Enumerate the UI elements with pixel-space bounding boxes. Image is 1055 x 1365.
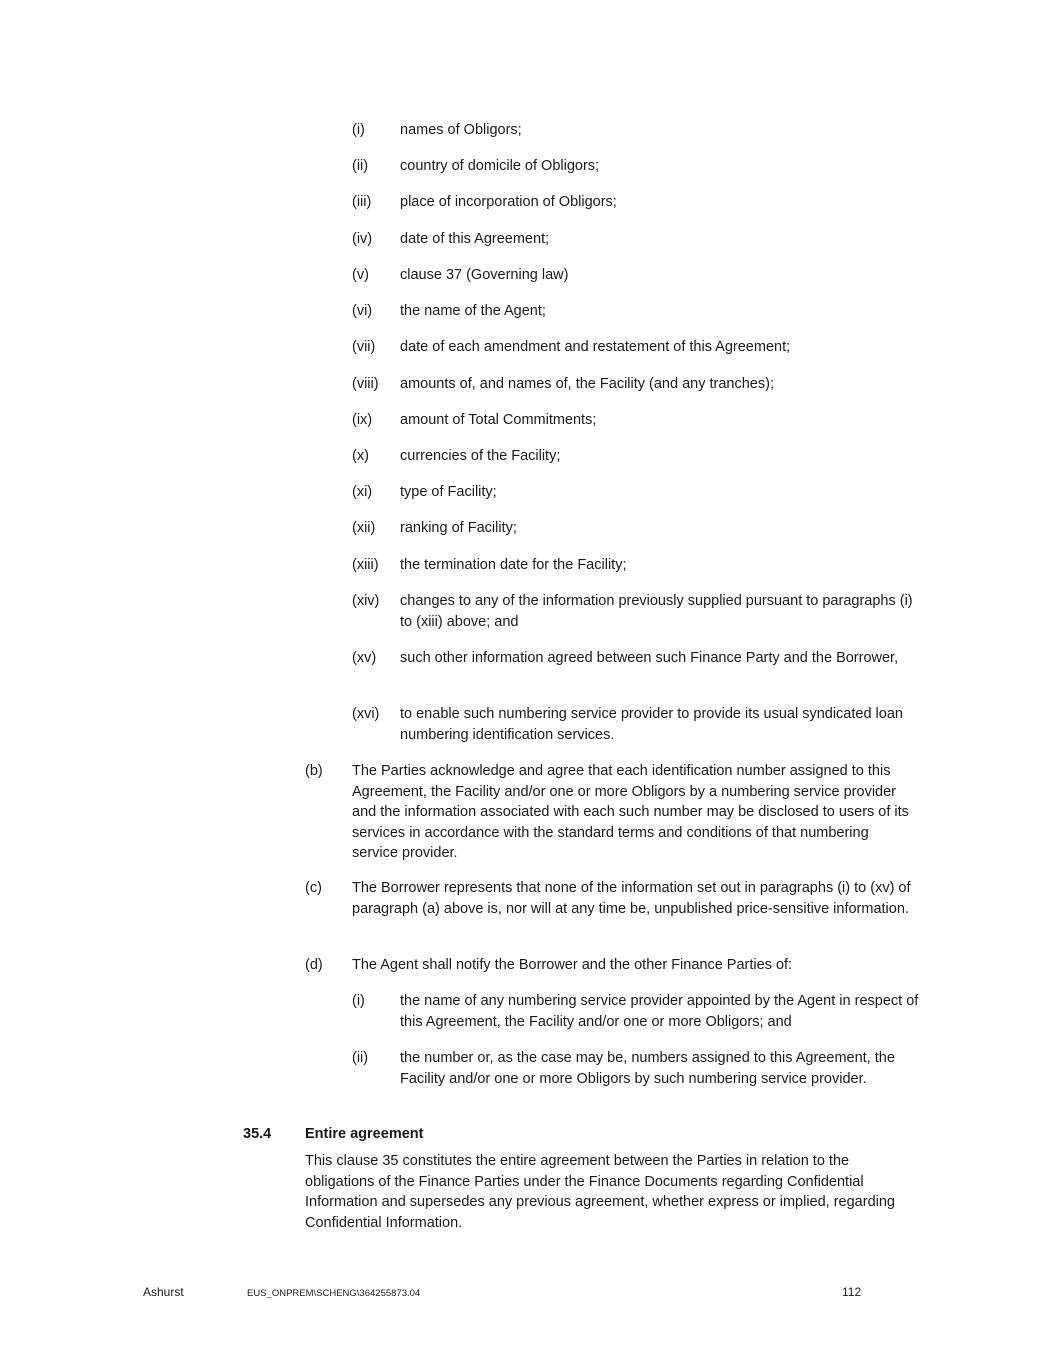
item-number: (ix) bbox=[352, 412, 373, 428]
item-number: (xiv) bbox=[352, 593, 380, 609]
item-text: ranking of Facility; bbox=[400, 520, 517, 536]
section-title: Entire agreement bbox=[305, 1126, 424, 1142]
item-text: the number or, as the case may be, numbers assigned to this Agreement, the Facility and/or one or more Obligors by such numbering service provider. bbox=[400, 1050, 895, 1087]
item-text: place of incorporation of Obligors; bbox=[400, 194, 617, 210]
item-number: (ii) bbox=[352, 158, 369, 174]
item-number: (xvi) bbox=[352, 706, 380, 722]
item-text: the name of any numbering service provider appointed by the Agent in respect of this Agreement, the Facility and/or one or more Obligors; and bbox=[400, 993, 919, 1030]
item-number: (i) bbox=[352, 122, 365, 138]
item-text: changes to any of the information previously supplied pursuant to paragraphs (i) to (xiii) above; and bbox=[400, 593, 913, 630]
section-number: 35.4 bbox=[243, 1126, 272, 1142]
item-text: amount of Total Commitments; bbox=[400, 412, 597, 428]
item-text: the termination date for the Facility; bbox=[400, 557, 627, 573]
item-text: to enable such numbering service provider to provide its usual syndicated loan numbering identification services. bbox=[400, 706, 903, 743]
item-text: currencies of the Facility; bbox=[400, 448, 561, 464]
item-number: (xiii) bbox=[352, 557, 379, 573]
item-number: (iii) bbox=[352, 194, 372, 210]
item-number: (ii) bbox=[352, 1050, 369, 1066]
paragraph-number: (d) bbox=[305, 957, 323, 973]
item-text: amounts of, and names of, the Facility (and any tranches); bbox=[400, 376, 774, 392]
item-number: (viii) bbox=[352, 376, 379, 392]
item-text: names of Obligors; bbox=[400, 122, 522, 138]
item-number: (x) bbox=[352, 448, 369, 464]
footer-firm: Ashurst bbox=[143, 1285, 184, 1299]
item-text: clause 37 (Governing law) bbox=[400, 267, 569, 283]
item-number: (xv) bbox=[352, 650, 377, 666]
item-number: (xi) bbox=[352, 484, 373, 500]
item-text: country of domicile of Obligors; bbox=[400, 158, 600, 174]
item-text: date of this Agreement; bbox=[400, 231, 550, 247]
paragraph-text: The Agent shall notify the Borrower and the other Finance Parties of: bbox=[352, 957, 793, 973]
item-number: (vii) bbox=[352, 339, 376, 355]
item-text: such other information agreed between such Finance Party and the Borrower, bbox=[400, 650, 899, 666]
page-number: 112 bbox=[842, 1285, 862, 1299]
item-text: the name of the Agent; bbox=[400, 303, 546, 319]
section-body: This clause 35 constitutes the entire agreement between the Parties in relation to the obligations of the Finance Parties under the Finance Documents regarding Confidential Information and supersedes any previous agreement, whether express or implied, regarding Confidential Information. bbox=[305, 1153, 895, 1231]
paragraph-number: (b) bbox=[305, 763, 323, 779]
item-number: (xii) bbox=[352, 520, 376, 536]
item-number: (iv) bbox=[352, 231, 373, 247]
paragraph-number: (c) bbox=[305, 880, 322, 896]
item-number: (v) bbox=[352, 267, 369, 283]
item-number: (vi) bbox=[352, 303, 373, 319]
item-text: type of Facility; bbox=[400, 484, 497, 500]
item-number: (i) bbox=[352, 993, 365, 1009]
footer-doc-ref: EUS_ONPREM\SCHENG\364255873.04 bbox=[247, 1288, 421, 1299]
item-text: date of each amendment and restatement of this Agreement; bbox=[400, 339, 791, 355]
paragraph-text: The Parties acknowledge and agree that each identification number assigned to this Agreement, the Facility and/or one or more Obligors by a numbering service provider and the information associated with each such number may be disclosed to users of its services in accordance with the standard terms and conditions of that numbering service provider. bbox=[352, 763, 909, 861]
paragraph-text: The Borrower represents that none of the information set out in paragraphs (i) to (xv) of paragraph (a) above is, nor will at any time be, unpublished price-sensitive information. bbox=[352, 880, 911, 917]
